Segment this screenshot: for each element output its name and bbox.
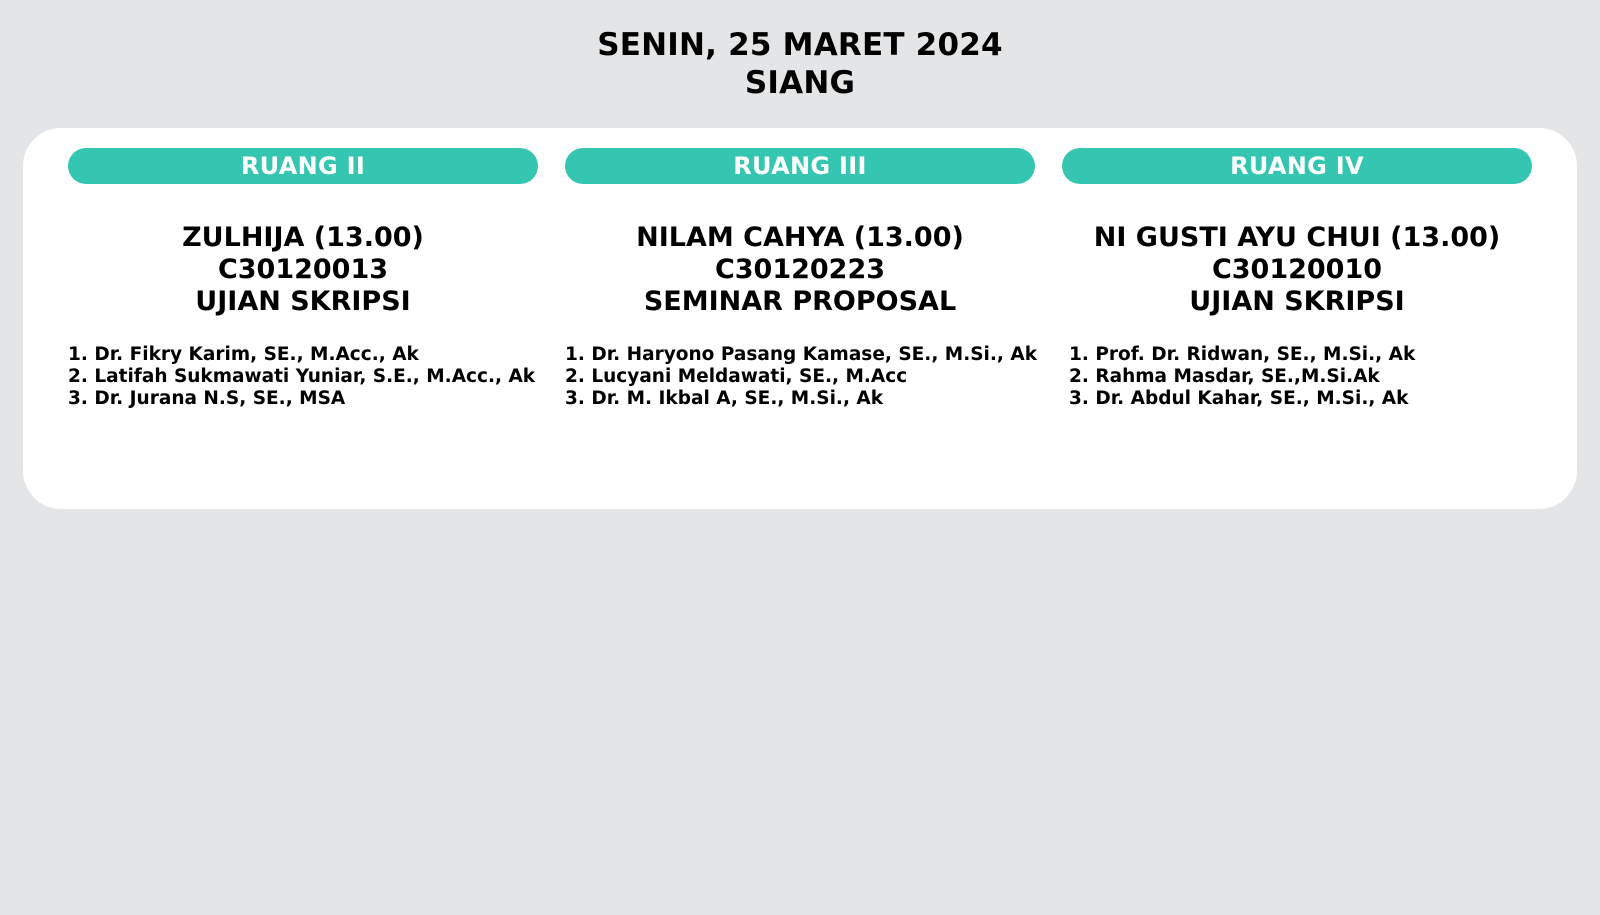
room-column-4 bbox=[1062, 148, 1532, 410]
room-column-3 bbox=[565, 148, 1038, 410]
student-name: NILAM CAHYA (13.00) bbox=[636, 222, 964, 253]
room-badge: RUANG III bbox=[565, 148, 1035, 184]
student-info bbox=[1062, 222, 1532, 318]
room-badge: RUANG II bbox=[68, 148, 538, 184]
student-info bbox=[565, 222, 1035, 318]
student-id: C30120223 bbox=[714, 254, 886, 285]
examiner-item: 1. Dr. Haryono Pasang Kamase, SE., M.Si., Ak bbox=[565, 344, 1038, 365]
exam-type: SEMINAR PROPOSAL bbox=[643, 286, 957, 317]
examiner-item: 2. Latifah Sukmawati Yuniar, S.E., M.Acc., Ak bbox=[68, 366, 536, 387]
examiner-item: 1. Prof. Dr. Ridwan, SE., M.Si., Ak bbox=[1069, 344, 1416, 365]
exam-type: UJIAN SKRIPSI bbox=[195, 286, 411, 317]
examiner-list bbox=[1062, 344, 1532, 410]
examiner-item: 1. Dr. Fikry Karim, SE., M.Acc., Ak bbox=[68, 344, 419, 365]
examiner-item: 2. Rahma Masdar, SE.,M.Si.Ak bbox=[1069, 366, 1380, 387]
examiner-item: 3. Dr. Jurana N.S, SE., MSA bbox=[68, 388, 346, 409]
schedule-header bbox=[0, 26, 1600, 102]
exam-type: UJIAN SKRIPSI bbox=[1189, 286, 1405, 317]
examiner-list bbox=[68, 344, 538, 410]
student-id: C30120010 bbox=[1211, 254, 1383, 285]
student-name: ZULHIJA (13.00) bbox=[182, 222, 424, 253]
examiner-item: 2. Lucyani Meldawati, SE., M.Acc bbox=[565, 366, 908, 387]
room-badge: RUANG IV bbox=[1062, 148, 1532, 184]
examiner-item: 3. Dr. Abdul Kahar, SE., M.Si., Ak bbox=[1069, 388, 1409, 409]
schedule-date: SENIN, 25 MARET 2024 bbox=[597, 27, 1003, 63]
room-column-2 bbox=[68, 148, 538, 410]
student-info bbox=[68, 222, 538, 318]
schedule-session: SIANG bbox=[744, 65, 856, 101]
examiner-item: 3. Dr. M. Ikbal A, SE., M.Si., Ak bbox=[565, 388, 884, 409]
student-id: C30120013 bbox=[217, 254, 389, 285]
student-name: NI GUSTI AYU CHUI (13.00) bbox=[1093, 222, 1501, 253]
schedule-card bbox=[23, 128, 1577, 509]
examiner-list bbox=[565, 344, 1038, 410]
